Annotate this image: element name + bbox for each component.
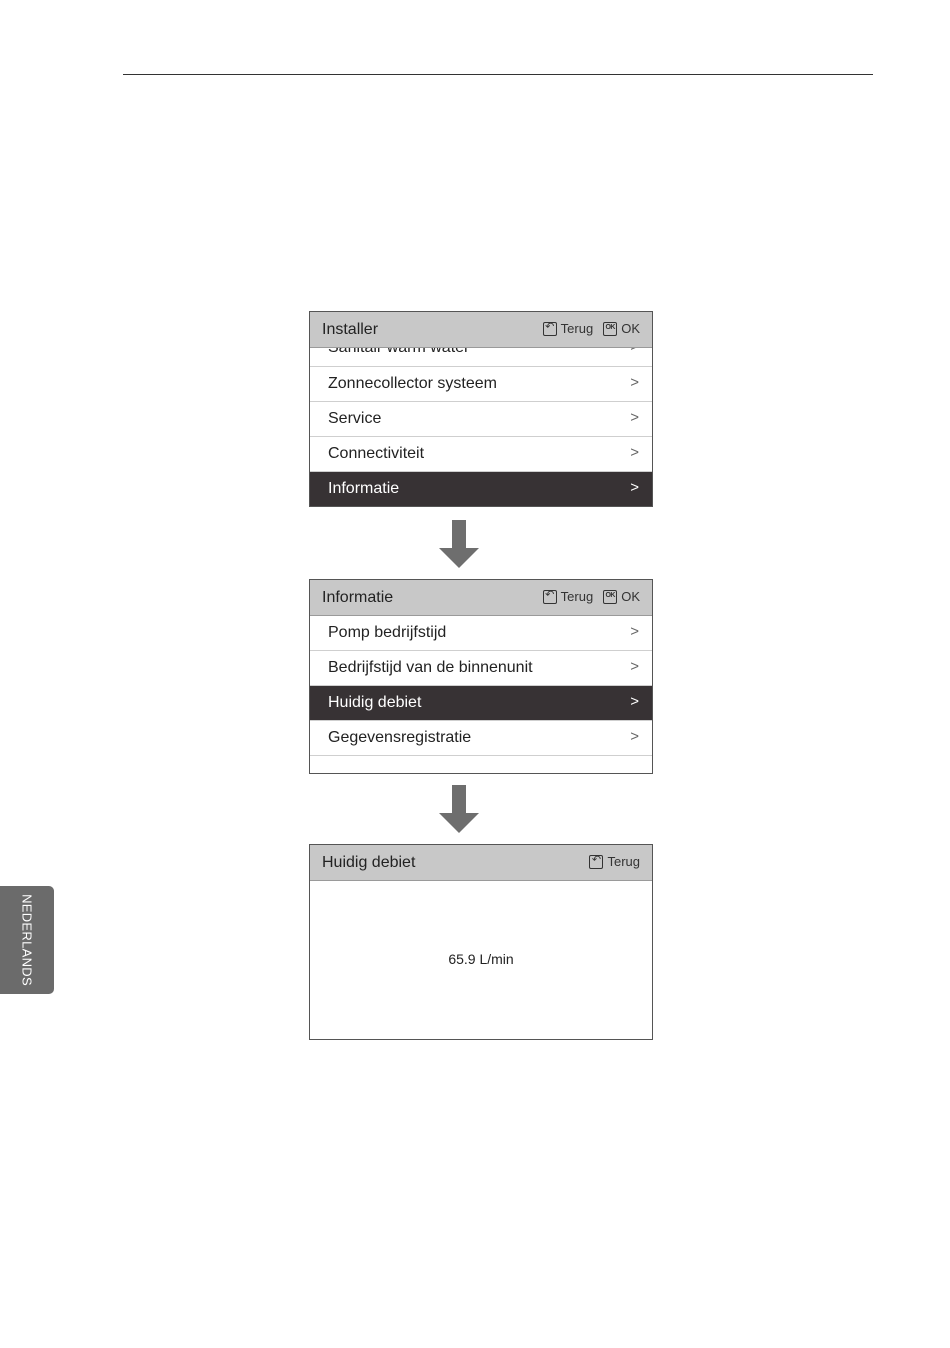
back-button[interactable]	[543, 589, 594, 604]
header-buttons	[543, 321, 640, 336]
top-rule	[123, 74, 873, 75]
menu-item-sanitair-warm-water[interactable]	[310, 348, 652, 367]
ok-label: OK	[621, 589, 640, 604]
menu-item-label: Bedrijfstijd van de binnenunit	[328, 659, 533, 676]
screen-title: Informatie	[322, 589, 394, 606]
back-button[interactable]	[589, 854, 640, 869]
chevron-right-icon: >	[630, 444, 639, 461]
back-icon	[543, 590, 557, 604]
menu-item-gegevensregistratie[interactable]	[310, 721, 652, 756]
screen-title: Huidig debiet	[322, 854, 416, 871]
back-label: Terug	[560, 589, 594, 604]
menu-item-label: Gegevensregistratie	[328, 729, 472, 746]
language-side-tab	[0, 886, 54, 994]
menu-item-label: Informatie	[328, 480, 400, 497]
menu-item-informatie[interactable]	[310, 472, 652, 507]
installer-screen	[309, 311, 653, 507]
ok-button[interactable]	[603, 321, 640, 336]
screen-header	[310, 312, 652, 348]
ok-icon	[603, 590, 617, 604]
menu-item-label: Service	[328, 410, 382, 427]
back-button[interactable]	[543, 321, 594, 336]
chevron-right-icon: >	[630, 693, 639, 710]
menu-item-label: Huidig debiet	[328, 694, 422, 711]
back-label: Terug	[607, 854, 640, 869]
chevron-right-icon: >	[630, 374, 639, 391]
menu-item-label: Zonnecollector systeem	[328, 375, 497, 392]
chevron-right-icon: >	[630, 479, 639, 496]
menu-item-pomp-bedrijfstijd[interactable]	[310, 616, 652, 651]
menu-item-connectiviteit[interactable]	[310, 437, 652, 472]
menu-list	[310, 348, 652, 507]
language-label: NEDERLANDS	[19, 894, 35, 986]
down-arrow-icon	[439, 520, 479, 568]
menu-item-bedrijfstijd-binnenunit[interactable]	[310, 651, 652, 686]
screen-header	[310, 845, 652, 881]
flow-rate-value: 65.9 L/min	[448, 951, 514, 967]
menu-item-service[interactable]	[310, 402, 652, 437]
informatie-screen	[309, 579, 653, 774]
menu-item-label: Pomp bedrijfstijd	[328, 624, 447, 641]
back-label: Terug	[560, 321, 594, 336]
huidig-debiet-screen	[309, 844, 653, 1040]
menu-list	[310, 616, 652, 756]
chevron-right-icon: >	[630, 409, 639, 426]
screen-header	[310, 580, 652, 616]
back-icon	[589, 855, 603, 869]
down-arrow-icon	[439, 785, 479, 833]
chevron-right-icon: >	[630, 658, 639, 675]
menu-item-label: Connectiviteit	[328, 445, 425, 462]
header-buttons	[543, 589, 640, 604]
ok-label: OK	[621, 321, 640, 336]
menu-item-huidig-debiet[interactable]	[310, 686, 652, 721]
screen-title: Installer	[322, 321, 379, 338]
menu-item-zonnecollector-systeem[interactable]	[310, 367, 652, 402]
header-buttons	[589, 854, 640, 869]
ok-button[interactable]	[603, 589, 640, 604]
back-icon	[543, 322, 557, 336]
chevron-right-icon: >	[630, 623, 639, 640]
chevron-right-icon: >	[630, 728, 639, 745]
ok-icon	[603, 322, 617, 336]
